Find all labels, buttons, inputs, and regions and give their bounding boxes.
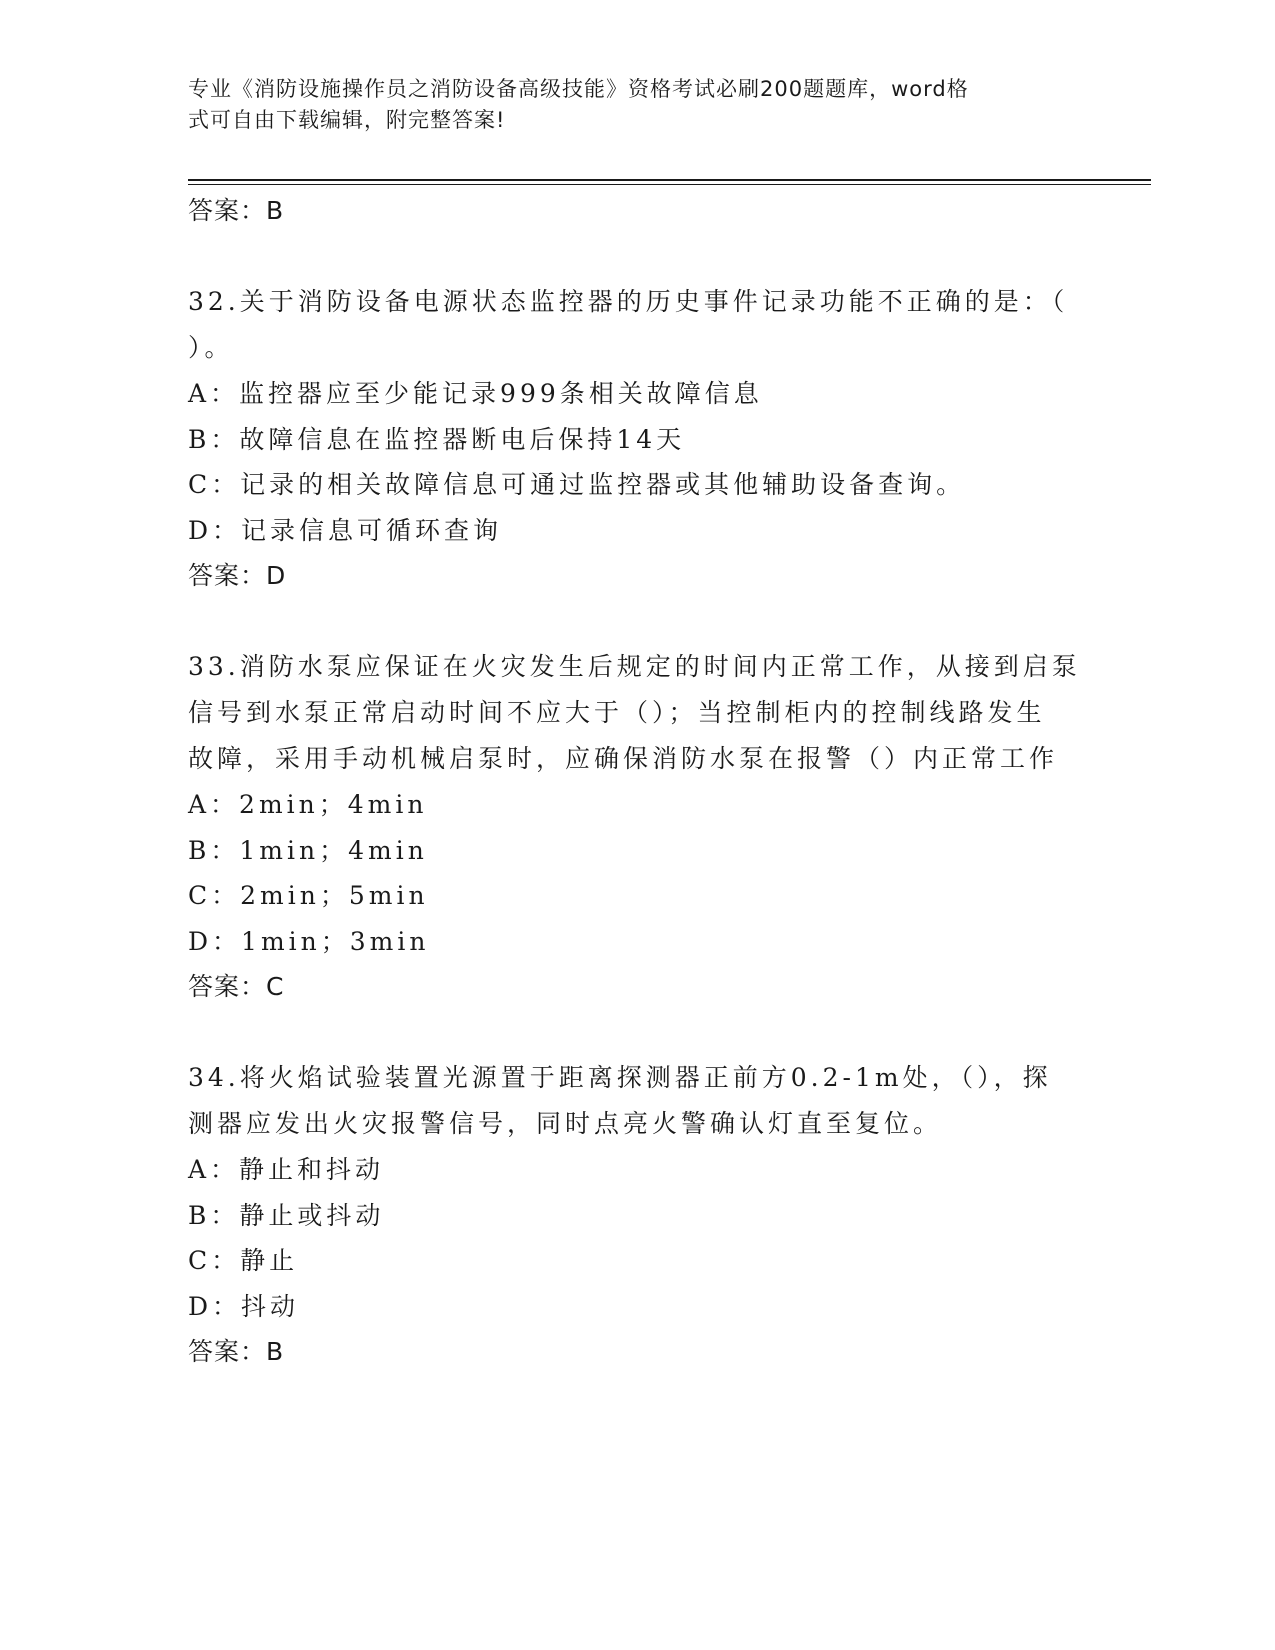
question-34-line-2: 测器应发出火灾报警信号，同时点亮火警确认灯直至复位。 [188, 1109, 943, 1138]
question-34-option-c: C：静止 [188, 1246, 299, 1275]
question-33 [188, 644, 1088, 782]
question-33-line-1: 33.消防水泵应保证在火灾发生后规定的时间内正常工作，从接到启泵 [188, 652, 1081, 681]
question-33-answer: 答案：C [188, 972, 285, 1001]
question-34-option-b: B：静止或抖动 [188, 1200, 385, 1230]
question-33-option-c: C：2min；5min [188, 881, 429, 910]
question-34-option-a: A：静止和抖动 [188, 1155, 385, 1184]
question-33-line-3: 故障，采用手动机械启泵时，应确保消防水泵在报警（）内正常工作 [188, 744, 1059, 773]
question-33-option-b: B：1min；4min [188, 835, 428, 865]
question-34-option-d: D：抖动 [188, 1291, 300, 1321]
question-32-line-1: 32.关于消防设备电源状态监控器的历史事件记录功能不正确的是：（ [188, 287, 1069, 316]
question-32-option-a: A：监控器应至少能记录999条相关故障信息 [188, 379, 763, 408]
question-32-option-b: B：故障信息在监控器断电后保持14天 [188, 424, 686, 454]
question-32-option-d: D：记录信息可循环查询 [188, 515, 503, 545]
question-34-line-1: 34.将火焰试验装置光源置于距离探测器正前方0.2-1m处，（），探 [188, 1063, 1052, 1092]
question-32-line-2: ）。 [188, 333, 234, 362]
question-33-line-2: 信号到水泵正常启动时间不应大于（）；当控制柜内的控制线路发生 [188, 698, 1046, 727]
header-line-2: 式可自由下载编辑，附完整答案! [188, 108, 506, 132]
question-34-answer: 答案：B [188, 1337, 285, 1366]
question-list [188, 188, 1088, 1374]
document-header [188, 74, 1068, 136]
question-33-option-d: D：1min；3min [188, 926, 430, 956]
question-32 [188, 279, 1088, 371]
previous-answer: 答案：B [188, 196, 285, 225]
header-divider-thin [188, 184, 1151, 185]
header-divider-thick [188, 179, 1151, 181]
question-34 [188, 1055, 1088, 1147]
question-33-option-a: A：2min；4min [188, 790, 428, 819]
question-32-option-c: C：记录的相关故障信息可通过监控器或其他辅助设备查询。 [188, 470, 966, 499]
header-line-1: 专业《消防设施操作员之消防设备高级技能》资格考试必刷200题题库，word格 [188, 77, 969, 101]
question-32-answer: 答案：D [188, 561, 287, 590]
